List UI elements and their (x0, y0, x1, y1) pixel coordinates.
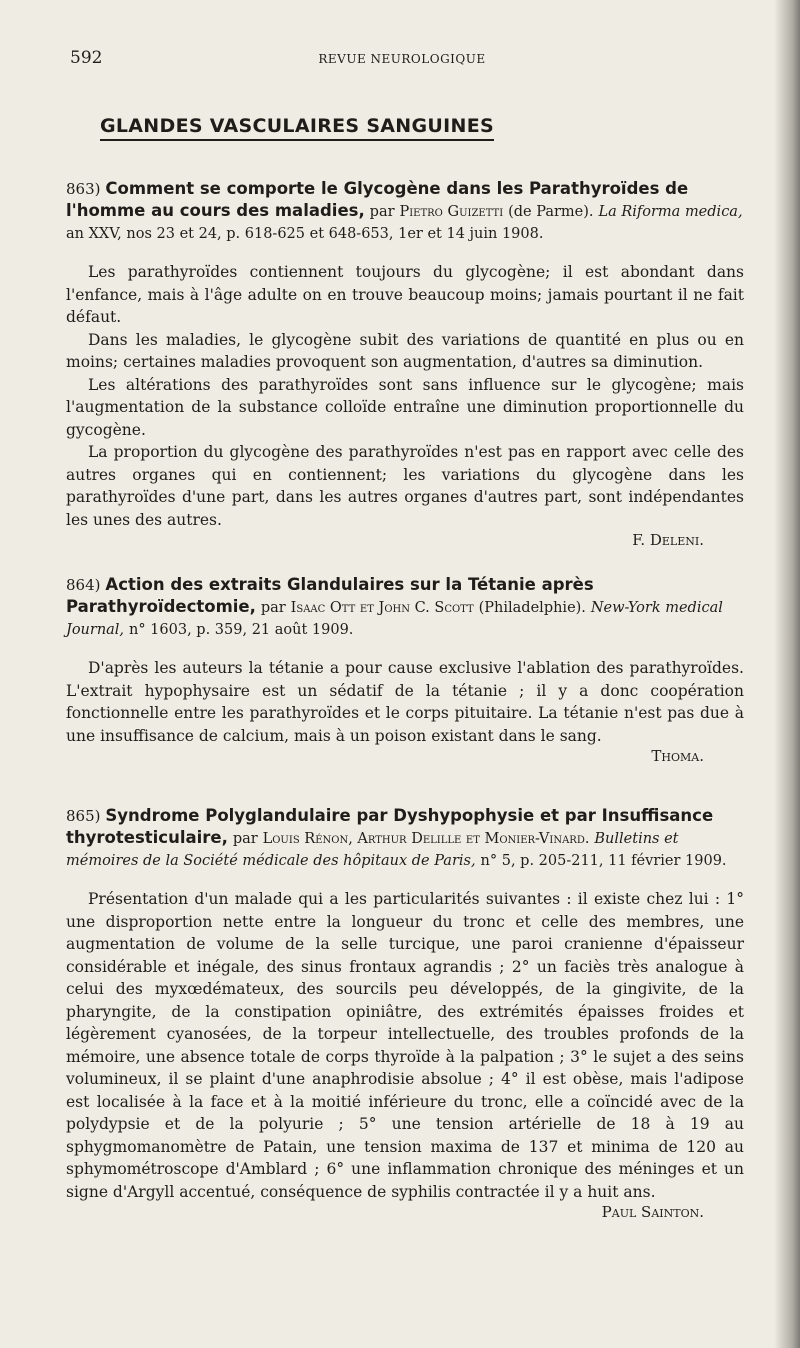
origin: (Philadelphie). (478, 600, 586, 616)
citation: n° 5, p. 205-211, 11 février 1909. (480, 853, 727, 869)
page-header (70, 48, 734, 72)
abstract-865 (66, 805, 744, 1224)
paragraph: Les parathyroïdes contiennent toujours du glycogène; il est abondant dans l'enfance, mais à l'âge adulte on en trouve beaucoup moins; jamais pourtant il ne fait défaut. (66, 263, 744, 326)
abstract-number: 865) (66, 807, 101, 825)
signature (66, 529, 744, 552)
journal-name: La Riforma medica, (598, 204, 743, 220)
signature (66, 1201, 744, 1224)
abstract-heading (66, 178, 744, 245)
journal-name: Bulletins et mémoires de la Société médicale des hôpitaux de Paris, (66, 831, 679, 869)
running-title: REVUE NEUROLOGIQUE (318, 52, 486, 66)
paragraph: D'après les auteurs la tétanie a pour cause exclusive l'ablation des parathyroïdes. L'extrait hypophysaire est un sédatif de la tétanie ; il y a donc coopération fonctionnelle entre les parathyroïdes et le corps pituitaire. La tétanie n'est pas due à une insuffisance de calcium, mais à un poison existant dans le sang. (66, 659, 744, 745)
byline-pre: par (232, 831, 258, 847)
author: Louis Rénon, Arthur Delille et Monier-Vinard. (262, 831, 590, 847)
abstract-title: Syndrome Polyglandulaire par Dyshypophysie et par Insuffisance thyrotesticulaire, (66, 806, 714, 847)
signature-name: Thoma. (651, 747, 704, 765)
abstract-heading (66, 574, 744, 641)
paragraph: La proportion du glycogène des parathyroïdes n'est pas en rapport avec celle des autres organes qui en contiennent; les variations du glycogène dans les parathyroïdes d'une part, dans les autres organes d'autres part, sont indépendantes les unes des autres. (66, 443, 744, 529)
abstract-title: Comment se comporte le Glycogène dans les Parathyroïdes de l'homme au cours des maladies, (66, 179, 689, 220)
signature-name: F. Deleni. (632, 531, 704, 549)
origin: (de Parme). (508, 204, 594, 220)
signature-name: Paul Sainton. (601, 1203, 704, 1221)
citation: an XXV, nos 23 et 24, p. 618-625 et 648-653, 1er et 14 juin 1908. (66, 226, 544, 242)
abstract-body (66, 657, 744, 768)
abstract-title: Action des extraits Glandulaires sur la Tétanie après Parathyroïdectomie, (66, 575, 594, 616)
byline-pre: par (260, 600, 286, 616)
author: Isaac Ott et John C. Scott (290, 600, 474, 616)
signature (66, 745, 744, 768)
paragraph: Présentation d'un malade qui a les particularités suivantes : il existe chez lui : 1° une disproportion nette entre la longueur du tronc et celle des membres, une augmentation de volume de la selle turcique, une paroi cranienne d'épaisseur considérable et inégale, des sinus frontaux agrandis ; 2° un faciès très analogue à celui des myxœdémateux, des sourcils peu développés, de la gingivite, de la pharyngite, de la constipation opiniâtre, des extrémités épaisses froides et légèrement cyanosées, de la torpeur intellectuelle, des troubles profonds de la mémoire, une absence totale de corps thyroïde à la palpation ; 3° le sujet a des seins volumineux, il se plaint d'une anaphrodisie absolue ; 4° il est obèse, mais l'adipose est localisée à la face et à la moitié inférieure du tronc, elle a coïncidé avec de la polydypsie et de la polyurie ; 5° une tension artérielle de 18 à 19 au sphygmomanomètre de Patain, une tension maxima de 137 et minima de 120 au sphymométroscope d'Amblard ; 6° une inflammation chronique des méninges et un signe d'Argyll accentué, conséquence de syphilis contractée il y a huit ans. (66, 890, 744, 1201)
citation: n° 1603, p. 359, 21 août 1909. (128, 622, 354, 638)
abstract-number: 863) (66, 180, 101, 198)
section-title: GLANDES VASCULAIRES SANGUINES (100, 115, 494, 141)
abstract-body (66, 261, 744, 552)
byline-pre: par (369, 204, 395, 220)
page-binding-shadow (774, 0, 800, 1348)
abstract-number: 864) (66, 576, 101, 594)
abstract-heading (66, 805, 744, 872)
abstract-864 (66, 574, 744, 768)
abstract-863 (66, 178, 744, 552)
page-number: 592 (70, 48, 103, 68)
paragraph: Dans les maladies, le glycogène subit des variations de quantité en plus ou en moins; certaines maladies provoquent son augmentation, d'autres sa diminution. (66, 330, 744, 371)
paragraph: Les altérations des parathyroïdes sont sans influence sur le glycogène; mais l'augmentation de la substance colloïde entraîne une diminution proportionnelle du gycogène. (66, 375, 744, 439)
journal-name: New-York medical Journal, (66, 600, 723, 638)
abstract-body (66, 888, 744, 1224)
author: Pietro Guizetti (399, 204, 504, 220)
